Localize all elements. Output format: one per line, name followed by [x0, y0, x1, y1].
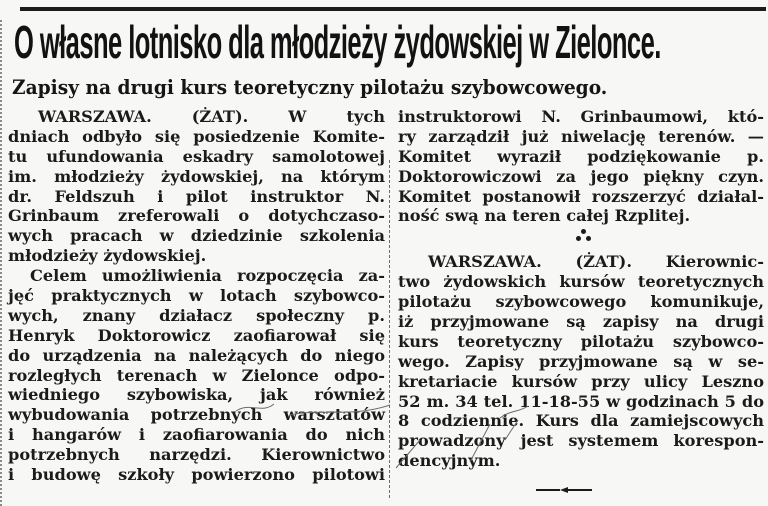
- text-line: wego. Zapisy przyjmowane są w se-: [398, 351, 764, 371]
- text-line: tu ufundowania eskadry samolotowej: [8, 146, 385, 166]
- text-line: dr. Feldszuh i pilot instruktor N.: [8, 186, 385, 206]
- text-line: kurs teoretyczny pilotażu szybowco-: [398, 331, 764, 351]
- text-line: WARSZAWA. (ŻAT). W tych: [38, 107, 385, 126]
- three-dots-ornament-icon: [574, 229, 594, 249]
- text-line: ność swą na teren całej Rzplitej.: [398, 206, 691, 226]
- top-rule: [20, 7, 766, 11]
- text-line: wybudowania potrzebnych warsztatów: [8, 405, 385, 425]
- page-edge: [0, 20, 4, 506]
- text-line: potrzebnych narzędzi. Kierownictwo: [8, 445, 385, 465]
- text-line: dencyjnym.: [398, 451, 501, 471]
- article-column-left: [8, 107, 385, 485]
- article-column-right: [398, 107, 764, 471]
- text-line: Komitet postanowił rozszerzyć działal-: [398, 186, 764, 206]
- text-line: i budowę szkoły powierzono pilotowi: [8, 465, 385, 485]
- section-separator-ornament: [398, 226, 764, 252]
- text-line: i hangarów i zaofiarowania do nich: [8, 425, 385, 445]
- text-line: wych, znany działacz społeczny p.: [8, 305, 385, 325]
- text-line: kretariacie kursów przy ulicy Leszno: [398, 371, 764, 391]
- text-line: wych pracach w dziedzinie szkolenia: [8, 226, 385, 246]
- subheadline: Zapisy na drugi kurs teoretyczny pilotażu szybowcowego.: [12, 75, 608, 99]
- headline-container: [14, 14, 764, 74]
- text-line: Henryk Doktorowicz zaofiarował się: [8, 325, 385, 345]
- text-line: dniach odbyło się posiedzenie Komite-: [8, 126, 385, 146]
- text-line: wiedniego szybowiska, jak również: [8, 385, 385, 405]
- text-line: 52 m. 34 tel. 11-18-55 w godzinach 5 do: [398, 391, 764, 411]
- text-line: rozległych terenach w Zielonce odpo-: [8, 365, 385, 385]
- text-line: Komitet wyraził podziękowanie p.: [398, 146, 764, 166]
- headline: O własne lotnisko dla młodzieży żydowskiej w Zielonce.: [14, 16, 661, 68]
- text-line: Doktorowiczowi za jego piękny czyn.: [398, 166, 764, 186]
- text-line: 8 codziennie. Kurs dla zamiejscowych: [398, 411, 764, 431]
- text-line: jęć praktycznych w lotach szybowco-: [8, 286, 385, 306]
- text-line: prowadzony jest systemem korespon-: [398, 431, 764, 451]
- text-line: Celem umożliwienia rozpoczęcia za-: [30, 266, 385, 286]
- text-line: młodzieży żydowskiej.: [8, 246, 207, 266]
- column-divider: [389, 160, 390, 498]
- text-line: Grinbaum zreferowali o dotychczaso-: [8, 206, 385, 226]
- text-line: two żydowskich kursów teoretycznych: [398, 272, 764, 292]
- text-line: instruktorowi N. Grinbaumowi, któ-: [398, 107, 764, 126]
- text-line: pilotażu szybowcowego komunikuje,: [398, 292, 764, 312]
- text-line: ry zarządził już niwelację terenów. —: [398, 126, 764, 146]
- text-line: do urządzenia na należących do niego: [8, 345, 385, 365]
- text-line: im. młodzieży żydowskiej, na którym: [8, 166, 385, 186]
- text-line: WARSZAWA. (ŻAT). Kierownic-: [428, 252, 764, 272]
- end-of-article-rule: [536, 488, 592, 491]
- text-line: iż przyjmowane są zapisy na drugi: [398, 312, 764, 332]
